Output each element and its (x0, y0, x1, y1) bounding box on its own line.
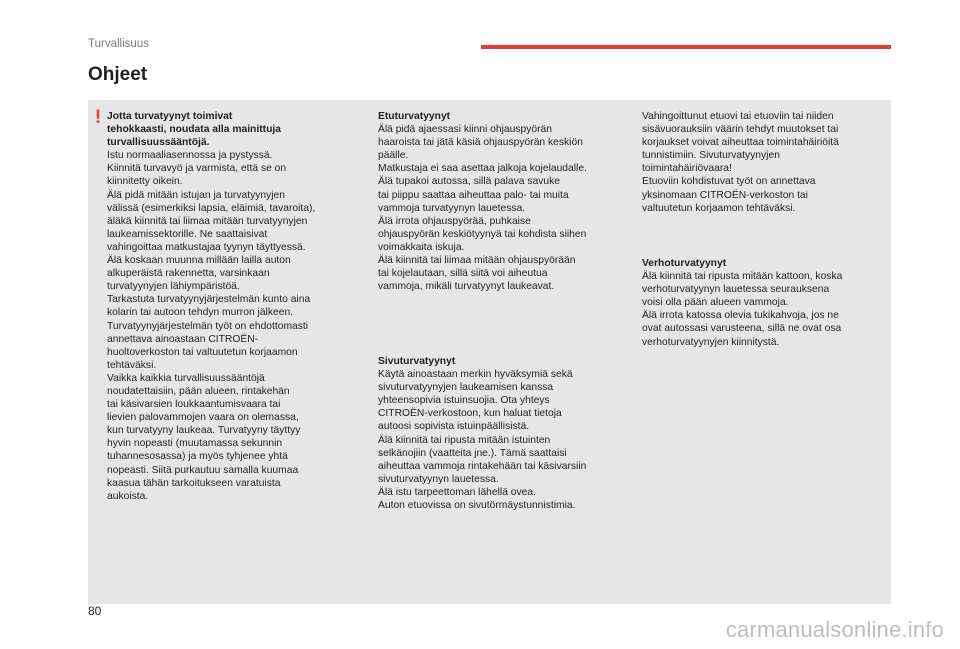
column-general-rules (107, 110, 357, 503)
general-rules-heading: Jotta turvatyynyt toimivat tehokkaasti, noudata alla mainittuja turvallisuussääntöjä. (107, 111, 281, 149)
side-airbags-heading: Sivuturvatyynyt (378, 356, 456, 367)
instructions-panel (88, 100, 891, 604)
general-rules-body: Istu normaaliasennossa ja pystyssä. Kiinnitä turvavyö ja varmista, että se on kiinnitetty oikein. Älä pidä mitään istujan ja turvatyynyjen välissä (esimerkiksi lapsia, eläimiä, tavaroita), äläkä kiinnitä tai liimaa mitään turvatyynyjen laukeamissektorille. Ne saattaisivat vahingoittaa matkustajaa tyynyn täyttyessä. Älä koskaan muunna millään lailla auton alkuperäistä rakennetta, varsinkaan turvatyynyjen lähiympäristöä. Tarkastuta turvatyynyjärjestelmän kunto aina kolarin tai autoon tehdyn murron jälkeen. Turvatyynyjärjestelmän työt on ehdottomasti annettava ainoastaan CITROËN- huoltoverkoston tai valtuutetun korjaamon tehtäväksi. Vaikka kaikkia turvallisuussääntöjä noudatettaisiin, pään alueen, rintakehän tai käsivarsien loukkaantumisvaara tai lievien palovammojen vaara on olemassa, kun turvatyyny laukeaa. Turvatyyny täyttyy hyvin nopeasti (muutamassa sekunnin tuhannesosassa) ja myös tyhjenee yhtä nopeasti. Siitä purkautuu samalla kuumaa kaasua tähän tarkoitukseen varatuista aukoista. (107, 150, 316, 502)
side-airbags-body: Käytä ainoastaan merkin hyväksymiä sekä sivuturvatyynyjen laukeamisen kanssa yhteensopivia istuinsuojia. Ota yhteys CITROËN-verkostoon, kun haluat tietoja autoosi sopivista istuinpäällisistä. Älä kiinnitä tai ripusta mitään istuinten selkänojiin (vaatteita jne.). Tämä saattaisi aiheuttaa vammoja rintakehään tai käsivarsiin sivuturvatyynyn lauetessa. Älä istu tarpeettoman lähellä ovea. Auton etuovissa on sivutörmäystunnistimia. (378, 369, 587, 512)
warning-exclamation-icon: ! (94, 107, 102, 128)
front-airbags-body: Älä pidä ajaessasi kiinni ohjauspyörän haaroista tai jätä käsiä ohjauspyörän keskiön päälle. Matkustaja ei saa asettaa jalkoja kojelaudalle. Älä tupakoi autossa, sillä palava savuke tai piippu saattaa aiheuttaa palo- tai muita vammoja turvatyynyn lauetessa. Älä irrota ohjauspyörää, puhkaise ohjauspyörän keskiötyynyä tai kohdista siihen voimakkaita iskuja. Älä kiinnitä tai liimaa mitään ohjauspyörään tai kojelautaan, sillä siitä voi aiheutua vammoja, mikäli turvatyynyt laukeavat. (378, 124, 587, 293)
front-airbags-heading: Etuturvatyynyt (378, 111, 451, 122)
section-accent-bar (481, 45, 891, 49)
page-title: Ohjeet (88, 64, 148, 85)
curtain-airbags-body: Älä kiinnitä tai ripusta mitään kattoon, koska verhoturvatyynyn lauetessa seurauksena voisi olla pään alueen vammoja. Älä irrota katossa olevia tukikahvoja, jos ne ovat autossasi varusteena, sillä ne ovat osa verhoturvatyynyjen kiinnitystä. (642, 271, 843, 348)
section-label: Turvallisuus (88, 38, 149, 50)
page-number: 80 (88, 604, 102, 618)
door-damage-body: Vahingoittunut etuovi tai etuoviin tai niiden sisävuorauksiin väärin tehdyt muutokset tai korjaukset voivat aiheuttaa toimintahäiriöitä tunnistimiin. Sivuturvatyynyjen toimintahäiriövaara! Etuoviin kohdistuvat työt on annettava yksinomaan CITROËN-verkoston tai valtuutetun korjaamon tehtäväksi. (642, 111, 839, 214)
curtain-airbags-heading: Verhoturvatyynyt (642, 258, 727, 269)
watermark: carmanualsonline.info (725, 617, 944, 642)
